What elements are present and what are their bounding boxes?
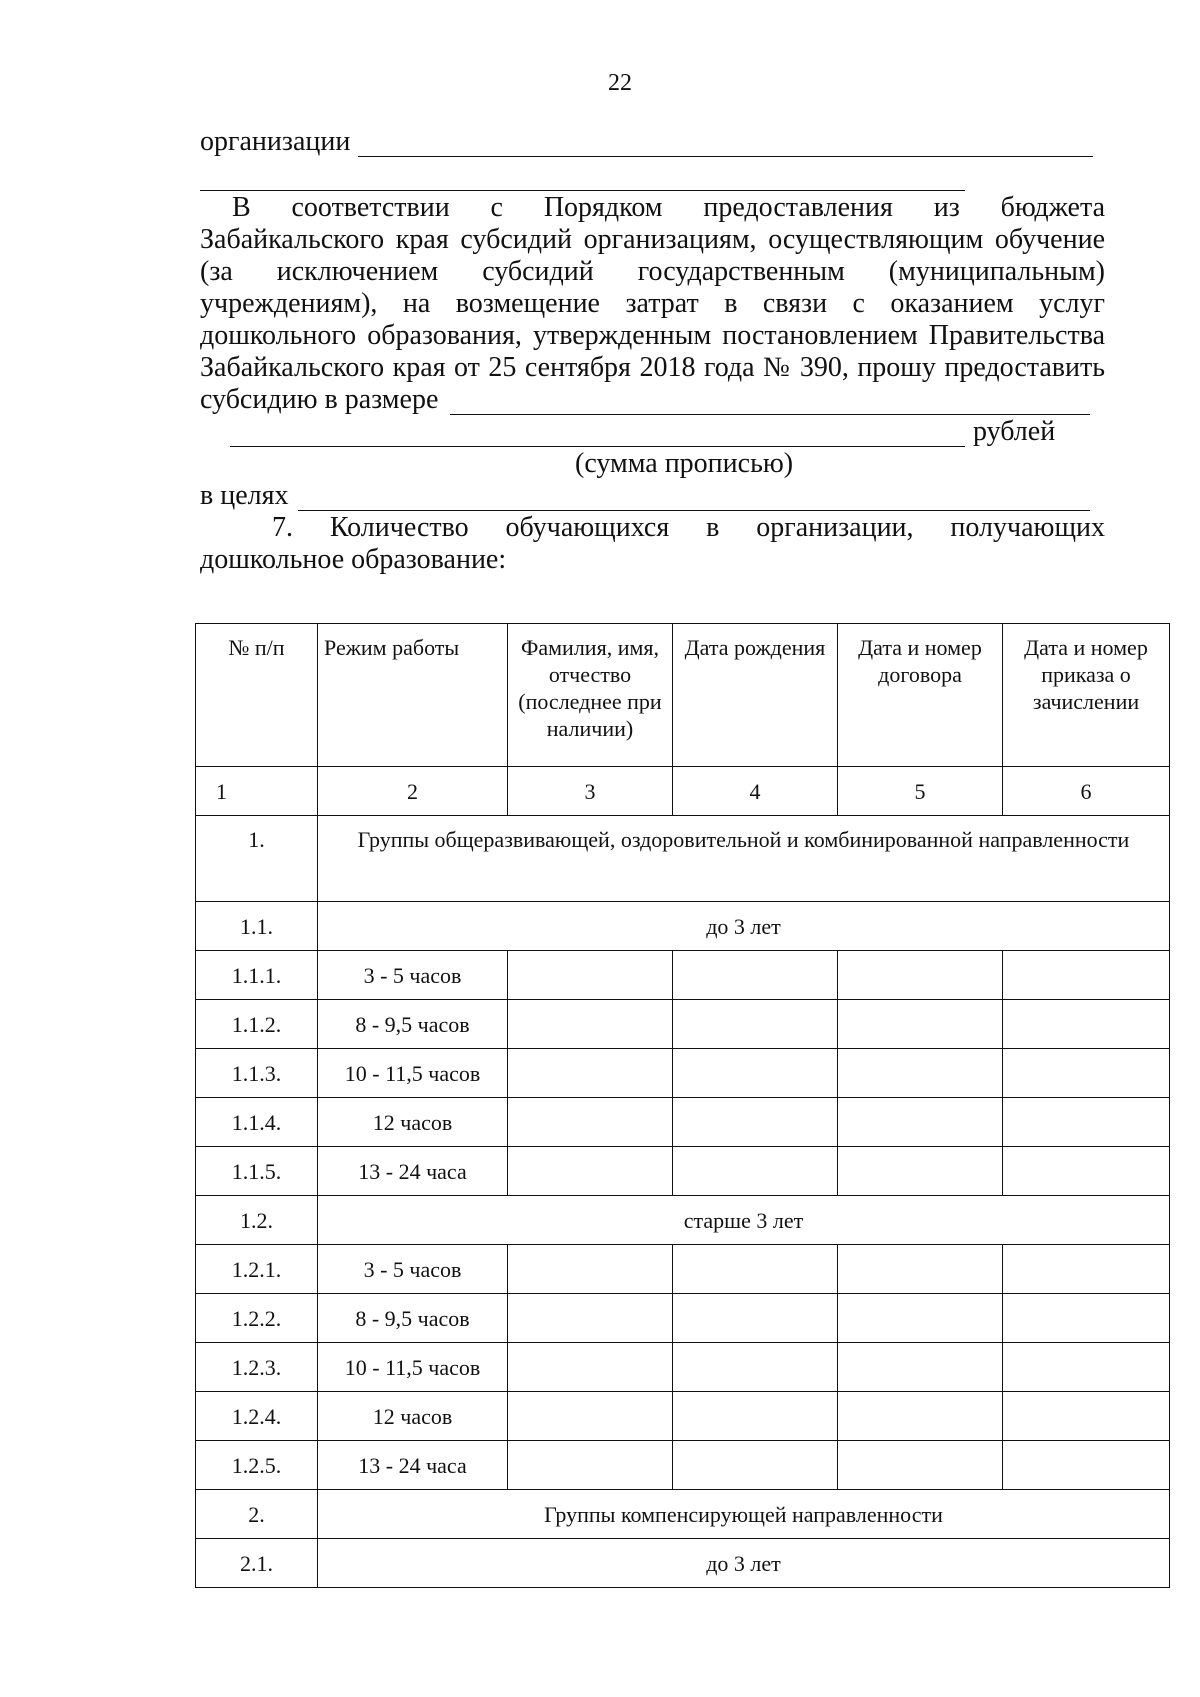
group-title: Группы компенсирующей направленности xyxy=(318,1490,1170,1539)
table-row xyxy=(196,1147,1170,1196)
subsidy-label: субсидию в размере xyxy=(200,384,439,415)
name-cell[interactable] xyxy=(508,1049,673,1098)
header-cell: Дата рождения xyxy=(673,624,838,767)
table-row xyxy=(196,1098,1170,1147)
work-mode: 8 - 9,5 часов xyxy=(318,1294,508,1343)
column-number: 1 xyxy=(196,767,318,816)
row-number: 1. xyxy=(196,816,318,902)
contract-cell[interactable] xyxy=(838,1294,1003,1343)
paragraph-line-5: дошкольного образования, утвержденным постановлением Правительства xyxy=(200,320,1105,351)
contract-cell[interactable] xyxy=(838,1098,1003,1147)
table-row xyxy=(196,1000,1170,1049)
item7-line-1: 7. Количество обучающихся в организации, получающих xyxy=(272,512,1105,543)
org-name-line-2[interactable] xyxy=(200,190,965,191)
work-mode: 3 - 5 часов xyxy=(318,1245,508,1294)
birth-date-cell[interactable] xyxy=(673,1392,838,1441)
work-mode: 13 - 24 часа xyxy=(318,1441,508,1490)
subsidy-amount-line[interactable] xyxy=(450,414,1090,415)
table-group-row xyxy=(196,1196,1170,1245)
order-cell[interactable] xyxy=(1003,1392,1170,1441)
table-row xyxy=(196,951,1170,1000)
birth-date-cell[interactable] xyxy=(673,1000,838,1049)
birth-date-cell[interactable] xyxy=(673,1147,838,1196)
birth-date-cell[interactable] xyxy=(673,1049,838,1098)
column-number: 2 xyxy=(318,767,508,816)
contract-cell[interactable] xyxy=(838,1049,1003,1098)
item7-line-2: дошкольное образование: xyxy=(200,544,507,575)
row-number: 1.2.3. xyxy=(196,1343,318,1392)
column-number: 5 xyxy=(838,767,1003,816)
order-cell[interactable] xyxy=(1003,1245,1170,1294)
group-title: до 3 лет xyxy=(318,1539,1170,1588)
order-cell[interactable] xyxy=(1003,951,1170,1000)
table-row xyxy=(196,1441,1170,1490)
header-cell: Режим работы xyxy=(318,624,508,767)
subsidy-amount-line-2[interactable] xyxy=(230,446,965,447)
row-number: 1.1. xyxy=(196,902,318,951)
amount-in-words-hint: (сумма прописью) xyxy=(575,448,794,479)
header-cell: Дата и номер приказа о зачислении xyxy=(1003,624,1170,767)
birth-date-cell[interactable] xyxy=(673,1294,838,1343)
row-number: 1.1.1. xyxy=(196,951,318,1000)
contract-cell[interactable] xyxy=(838,1000,1003,1049)
row-number: 1.2.2. xyxy=(196,1294,318,1343)
work-mode: 3 - 5 часов xyxy=(318,951,508,1000)
name-cell[interactable] xyxy=(508,1098,673,1147)
page-number: 22 xyxy=(608,70,632,96)
column-number: 3 xyxy=(508,767,673,816)
row-number: 1.2.4. xyxy=(196,1392,318,1441)
name-cell[interactable] xyxy=(508,951,673,1000)
row-number: 2. xyxy=(196,1490,318,1539)
paragraph-line-2: Забайкальского края субсидий организациям, осуществляющим обучение xyxy=(200,224,1105,255)
row-number: 1.1.5. xyxy=(196,1147,318,1196)
birth-date-cell[interactable] xyxy=(673,1098,838,1147)
name-cell[interactable] xyxy=(508,1441,673,1490)
students-table xyxy=(195,623,1170,1588)
order-cell[interactable] xyxy=(1003,1049,1170,1098)
header-cell: Дата и номер договора xyxy=(838,624,1003,767)
order-cell[interactable] xyxy=(1003,1294,1170,1343)
work-mode: 12 часов xyxy=(318,1392,508,1441)
contract-cell[interactable] xyxy=(838,1392,1003,1441)
row-number: 1.1.3. xyxy=(196,1049,318,1098)
purpose-label: в целях xyxy=(200,480,289,511)
work-mode: 10 - 11,5 часов xyxy=(318,1343,508,1392)
paragraph-line-4: учреждениям), на возмещение затрат в связи с оказанием услуг xyxy=(200,288,1105,319)
birth-date-cell[interactable] xyxy=(673,951,838,1000)
paragraph-line-6: Забайкальского края от 25 сентября 2018 года № 390, прошу предоставить xyxy=(200,352,1105,383)
name-cell[interactable] xyxy=(508,1245,673,1294)
order-cell[interactable] xyxy=(1003,1441,1170,1490)
work-mode: 12 часов xyxy=(318,1098,508,1147)
org-name-line[interactable] xyxy=(358,156,1093,157)
birth-date-cell[interactable] xyxy=(673,1343,838,1392)
table-group-row xyxy=(196,902,1170,951)
table-row xyxy=(196,1343,1170,1392)
table-row xyxy=(196,1245,1170,1294)
row-number: 2.1. xyxy=(196,1539,318,1588)
row-number: 1.1.2. xyxy=(196,1000,318,1049)
work-mode: 13 - 24 часа xyxy=(318,1147,508,1196)
contract-cell[interactable] xyxy=(838,951,1003,1000)
birth-date-cell[interactable] xyxy=(673,1441,838,1490)
order-cell[interactable] xyxy=(1003,1098,1170,1147)
row-number: 1.2. xyxy=(196,1196,318,1245)
column-number: 6 xyxy=(1003,767,1170,816)
org-label: организации xyxy=(200,126,351,157)
name-cell[interactable] xyxy=(508,1147,673,1196)
group-title: до 3 лет xyxy=(318,902,1170,951)
contract-cell[interactable] xyxy=(838,1147,1003,1196)
name-cell[interactable] xyxy=(508,1000,673,1049)
contract-cell[interactable] xyxy=(838,1441,1003,1490)
column-number-row xyxy=(196,767,1170,816)
group-title: Группы общеразвивающей, оздоровительной и комбинированной направленности xyxy=(318,816,1170,902)
table-row xyxy=(196,1294,1170,1343)
table-header-row xyxy=(196,624,1170,767)
paragraph-line-3: (за исключением субсидий государственным (муниципальным) xyxy=(200,256,1105,287)
contract-cell[interactable] xyxy=(838,1343,1003,1392)
header-cell: № п/п xyxy=(196,624,318,767)
table-group-row xyxy=(196,1490,1170,1539)
birth-date-cell[interactable] xyxy=(673,1245,838,1294)
table-row xyxy=(196,1392,1170,1441)
header-cell: Фамилия, имя, отчество (последнее при наличии) xyxy=(508,624,673,767)
order-cell[interactable] xyxy=(1003,1343,1170,1392)
order-cell[interactable] xyxy=(1003,1000,1170,1049)
row-number: 1.2.5. xyxy=(196,1441,318,1490)
column-number: 4 xyxy=(673,767,838,816)
table-group-row xyxy=(196,816,1170,902)
work-mode: 8 - 9,5 часов xyxy=(318,1000,508,1049)
name-cell[interactable] xyxy=(508,1343,673,1392)
name-cell[interactable] xyxy=(508,1294,673,1343)
row-number: 1.1.4. xyxy=(196,1098,318,1147)
paragraph-line-1: В соответствии с Порядком предоставления из бюджета xyxy=(232,192,1105,223)
name-cell[interactable] xyxy=(508,1392,673,1441)
order-cell[interactable] xyxy=(1003,1147,1170,1196)
table-row xyxy=(196,1049,1170,1098)
work-mode: 10 - 11,5 часов xyxy=(318,1049,508,1098)
rubles-label: рублей xyxy=(973,416,1056,447)
contract-cell[interactable] xyxy=(838,1245,1003,1294)
group-title: старше 3 лет xyxy=(318,1196,1170,1245)
table-group-row xyxy=(196,1539,1170,1588)
row-number: 1.2.1. xyxy=(196,1245,318,1294)
purpose-line[interactable] xyxy=(298,510,1090,511)
